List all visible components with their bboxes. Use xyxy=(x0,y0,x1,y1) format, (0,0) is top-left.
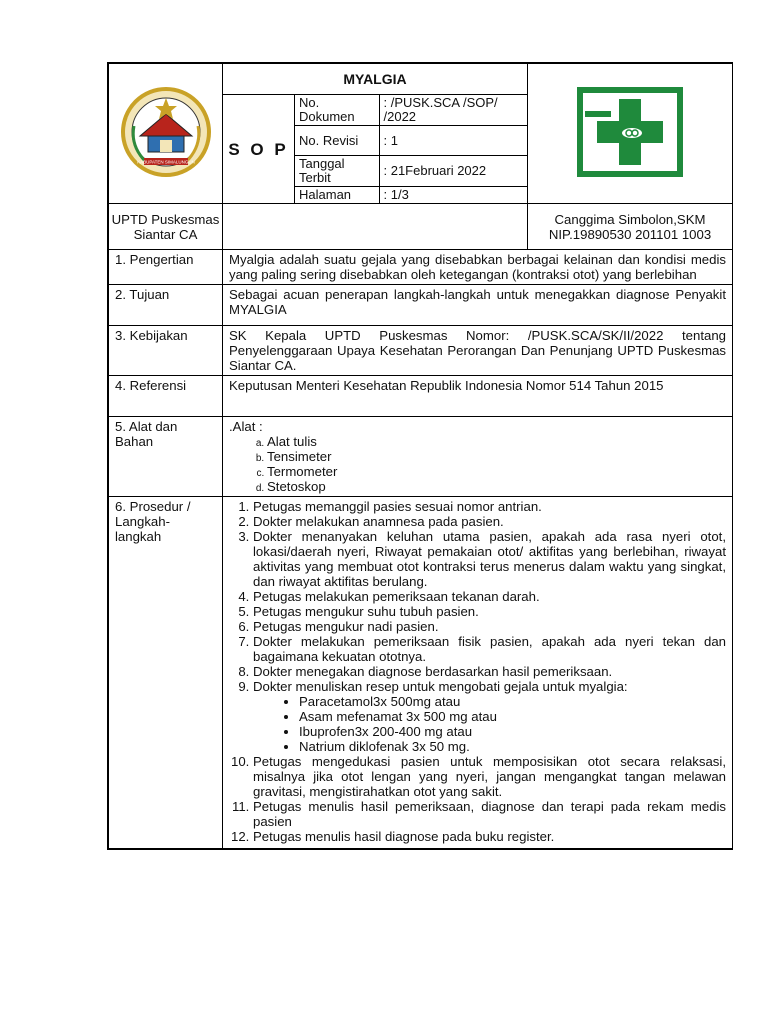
list-item: 1. Petugas memanggil pasies sesuai nomor antrian. xyxy=(253,499,726,514)
prosedur-content xyxy=(223,497,733,849)
list-item: 6. Petugas mengukur nadi pasien. xyxy=(253,619,726,634)
list-item: 7. Dokter melakukan pemeriksaan fisik pasien, apakah ada nyeri tekan dan bagaimana kekuatan ototnya. xyxy=(253,634,726,664)
list-item xyxy=(253,679,726,754)
no-revisi-label: No. Revisi xyxy=(295,126,379,156)
list-item: • Ibuprofen3x 200-400 mg atau xyxy=(299,724,726,739)
list-item: 2. Dokter melakukan anamnesa pada pasien. xyxy=(253,514,726,529)
institution-name: UPTD Puskesmas Siantar CA xyxy=(109,204,223,250)
kebijakan-text: SK Kepala UPTD Puskesmas Nomor: /PUSK.SCA/SK/II/2022 tentang Penyelenggaraan Upaya Kesehatan Perorangan Dan Penunjang UPTD Puskesmas Siantar CA. xyxy=(223,326,733,376)
puskesmas-logo-icon xyxy=(575,85,685,179)
tujuan-text: Sebagai acuan penerapan langkah-langkah untuk menegakkan diagnose Penyakit MYALGIA xyxy=(223,285,733,326)
alat-heading: .Alat : xyxy=(229,419,263,434)
tujuan-label: 2. Tujuan xyxy=(109,285,223,326)
kebijakan-label: 3. Kebijakan xyxy=(109,326,223,376)
halaman-value: : 1/3 xyxy=(379,187,527,204)
list-item: • Paracetamol3x 500mg atau xyxy=(299,694,726,709)
list-item: 3. Dokter menanyakan keluhan utama pasien, apakah ada rasa nyeri otot, lokasi/daerah nyeri, Riwayat pemakaian otot/ aktifitas yang berlebihan, riwayat aktivitas yang membuat otot kontraksi terus menerus dalam waktu yang singkat, dan riwayat aktifitas berulang. xyxy=(253,529,726,589)
alat-list xyxy=(229,434,726,494)
referensi-label: 4. Referensi xyxy=(109,376,223,417)
list-item: • Asam mefenamat 3x 500 mg atau xyxy=(299,709,726,724)
medication-list xyxy=(253,694,726,754)
tanggal-terbit-value: : 21Februari 2022 xyxy=(379,156,527,187)
sop-label: S O P xyxy=(223,95,295,204)
signatory-name: Canggima Simbolon,SKM xyxy=(554,211,706,227)
document-meta xyxy=(295,95,528,204)
no-dokumen-value: : /PUSK.SCA /SOP/ /2022 xyxy=(379,95,527,126)
referensi-text: Keputusan Menteri Kesehatan Republik Indonesia Nomor 514 Tahun 2015 xyxy=(223,376,733,417)
sop-document xyxy=(107,62,733,850)
alat-content xyxy=(223,417,733,497)
pengertian-text: Myalgia adalah suatu gejala yang disebabkan berbagai kelainan dan kondisi medis yang paling sering disebabkan oleh ketegangan (kontraksi otot) yang berlebihan xyxy=(223,250,733,285)
health-logo-cell xyxy=(528,64,733,204)
seal-banner-text: KABUPATEN SIMALUNGUN xyxy=(136,159,195,165)
list-item: b. Tensimeter xyxy=(267,449,726,464)
list-item: 10. Petugas mengedukasi pasien untuk memposisikan otot secara relaksasi, misalnya jika otot lengan yang nyeri, jangan mengangkat tangan melawan gravitasi, mengistirahatkan otot yang sakit. xyxy=(253,754,726,799)
alat-label: 5. Alat dan Bahan xyxy=(109,417,223,497)
sop-table xyxy=(108,63,733,849)
list-item: d. Stetoskop xyxy=(267,479,726,494)
blank-cell xyxy=(223,204,528,250)
list-item: 12. Petugas menulis hasil diagnose pada buku register. xyxy=(253,829,726,844)
signatory xyxy=(528,204,733,250)
list-item: 4. Petugas melakukan pemeriksaan tekanan darah. xyxy=(253,589,726,604)
list-item: c. Termometer xyxy=(267,464,726,479)
list-item: a. Alat tulis xyxy=(267,434,726,449)
signatory-nip: NIP.19890530 201101 1003 xyxy=(548,226,712,242)
prosedur-steps xyxy=(229,499,726,844)
list-item: 11. Petugas menulis hasil pemeriksaan, diagnose dan terapi pada rekam medis pasien xyxy=(253,799,726,829)
pengertian-label: 1. Pengertian xyxy=(109,250,223,285)
meta-table xyxy=(295,95,527,203)
no-revisi-value: : 1 xyxy=(379,126,527,156)
halaman-label: Halaman xyxy=(295,187,379,204)
district-seal-cell xyxy=(109,64,223,204)
list-item: 5. Petugas mengukur suhu tubuh pasien. xyxy=(253,604,726,619)
step-text: Dokter menuliskan resep untuk mengobati gejala untuk myalgia: xyxy=(253,679,628,694)
no-dokumen-label: No. Dokumen xyxy=(295,95,379,126)
district-seal-icon xyxy=(120,86,212,178)
document-title: MYALGIA xyxy=(223,64,528,95)
list-item: • Natrium diklofenak 3x 50 mg. xyxy=(299,739,726,754)
prosedur-label: 6. Prosedur / Langkah-langkah xyxy=(109,497,223,849)
tanggal-terbit-label: Tanggal Terbit xyxy=(295,156,379,187)
list-item: 8. Dokter menegakan diagnose berdasarkan hasil pemeriksaan. xyxy=(253,664,726,679)
